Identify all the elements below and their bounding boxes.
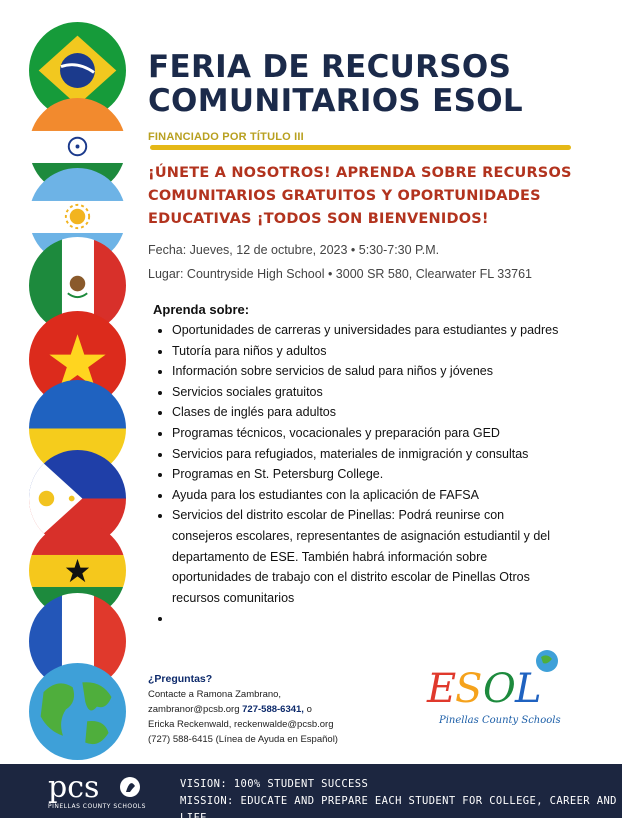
svg-text:O: O (483, 666, 516, 712)
footer-text (180, 776, 622, 827)
contact-or: o (306, 704, 312, 715)
svg-text:S: S (455, 666, 483, 712)
contact-email-1[interactable]: zambranor@pcsb.org (148, 704, 240, 715)
list-item: • Servicios del distrito escolar de Pinellas: Podrá reunirse con consejeros escolares, representantes de asignación estudiantil y del departamento de ESE. También habrá información sobre oportunidades de trabajo con el distrito escolar de Pinellas Otros recursos comunitarios (172, 505, 563, 608)
funding-subtitle: FINANCIADO POR TÍTULO III (148, 131, 310, 143)
learn-list (153, 320, 563, 628)
list-item: • Información sobre servicios de salud para niños y jóvenes (172, 361, 563, 382)
list-item: • Programas en St. Petersburg College. (172, 464, 563, 485)
contact-line-4: (727) 588-6415 (Línea de Ayuda en Español) (148, 734, 338, 745)
contact-line-1: Contacte a Ramona Zambrano, (148, 689, 282, 700)
contact-line-3: Ericka Reckenwald, reckenwalde@pcsb.org (148, 719, 334, 730)
list-item: • Servicios sociales gratuitos (172, 382, 563, 403)
learn-section (153, 302, 563, 628)
list-item: • Programas técnicos, vocacionales y preparación para GED (172, 423, 563, 444)
esol-logo (417, 647, 567, 735)
list-item: • Oportunidades de carreras y universidades para estudiantes y padres (172, 320, 563, 341)
join-line-1: ¡ÚNETE A NOSOTROS! APRENDA SOBRE RECURSOS (148, 165, 572, 181)
svg-text:PINELLAS COUNTY SCHOOLS: PINELLAS COUNTY SCHOOLS (48, 803, 146, 810)
svg-text:L: L (515, 666, 542, 712)
globe-icon (29, 663, 126, 760)
join-line-2: COMUNITARIOS GRATUITOS Y OPORTUNIDADES (148, 188, 541, 204)
page-title (148, 50, 608, 118)
questions-heading: ¿Preguntas? (148, 673, 213, 685)
contact-block (148, 672, 338, 747)
contact-line-2 (148, 702, 338, 717)
list-item: • Tutoría para niños y adultos (172, 341, 563, 362)
footer-mission: MISSION: EDUCATE AND PREPARE EACH STUDENT FOR COLLEGE, CAREER AND LIFE (180, 795, 617, 824)
join-line-3: EDUCATIVAS ¡TODOS SON BIENVENIDOS! (148, 211, 489, 227)
list-item: • Servicios para refugiados, materiales de inmigración y consultas (172, 444, 563, 465)
pcs-logo (46, 770, 156, 812)
svg-text:E: E (427, 666, 457, 712)
learn-heading: Aprenda sobre: (153, 302, 250, 317)
event-place: Lugar: Countryside High School • 3000 SR 580, Clearwater FL 33761 (148, 267, 532, 281)
title-line-2: COMUNITARIOS ESOL (148, 83, 523, 119)
footer-vision: VISION: 100% STUDENT SUCCESS (180, 778, 369, 790)
join-us-heading (148, 162, 578, 231)
gold-divider (150, 145, 571, 150)
list-item: • Ayuda para los estudiantes con la aplicación de FAFSA (172, 485, 563, 506)
svg-text:pcs: pcs (48, 770, 100, 805)
event-date: Fecha: Jueves, 12 de octubre, 2023 • 5:30-7:30 P.M. (148, 243, 440, 257)
svg-text:Pinellas County Schools: Pinellas County Schools (439, 715, 561, 726)
list-item: • Clases de inglés para adultos (172, 402, 563, 423)
list-item-empty (172, 608, 563, 628)
contact-phone-1: 727-588-6341, (242, 704, 304, 715)
title-line-1: FERIA DE RECURSOS (148, 49, 512, 85)
